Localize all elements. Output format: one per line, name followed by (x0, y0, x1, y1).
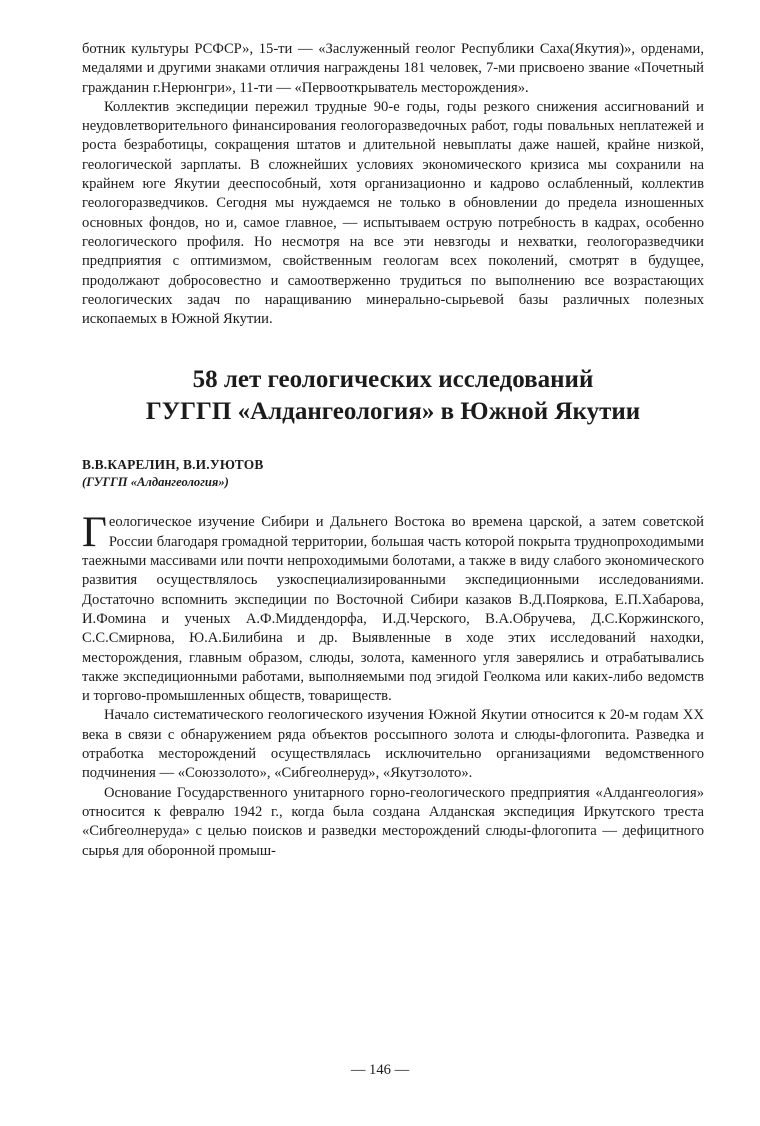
article-paragraph-1 (82, 509, 704, 706)
article-authors: В.В.КАРЕЛИН, В.И.УЮТОВ (82, 457, 264, 473)
continued-paragraph-1: ботник культуры РСФСР», 15-ти — «Заслуженный геолог Республики Саха(Якутия)», орденами, медалями и другими знаками отличия награждены 181 человек, 7-ми присвоено звание «Почетный гражданин г.Нерюнгри», 11-ти — «Первооткрыватель месторождения». (82, 41, 704, 96)
article-title-line-1: 58 лет геологических исследований (192, 366, 594, 394)
article-paragraph-2: Начало систематического геологического изучения Южной Якутии относится к 20-м годам XX века в связи с обнаружением ряда объектов россыпного золота и слюды-флогопита. Разведка и отработка месторождений осуществлялась исключительно организациями ведомственного подчинения — «Союззолото», «Сибгеолнеруд», «Якутзолото». (82, 707, 704, 782)
article-affiliation: (ГУГГП «Алдангеология») (82, 475, 229, 490)
page-content (82, 40, 704, 861)
article-paragraph-3: Основание Государственного унитарного горно-геологического предприятия «Алдангеология» относится к февралю 1942 г., когда была создана Алданская экспедиция Иркутского треста «Сибгеолнеруда» с целью поисков и разведки месторождений слюды-флогопита — дефицитного сырья для оборонной промыш- (82, 784, 704, 859)
article-title (82, 364, 704, 428)
continued-paragraph-2: Коллектив экспедиции пережил трудные 90-е годы, годы резкого снижения ассигнований и неудовлетворительного финансирования геологоразведочных работ, годы повальных неплатежей и роста безработицы, сокращения штатов и длительной невыплаты даже нашей, крайне низкой, геологической зарплаты. В сложнейших условиях экономического кризиса мы сохранили на крайнем юге Якутии дееспособный, хотя организационно и кадрово ослабленный, коллектив геологоразведчиков. Сегодня мы нуждаемся не только в обновлении до предела изношенных основных фондов, но и, самое главное, — испытываем острую потребность в кадрах, особенно геологического профиля. Но несмотря на все эти невзгоды и нехватки, геологоразведчики предприятия с оптимизмом, свойственным геологам всех поколений, смотрят в будущее, продолжают добросовестно и самоотверженно трудиться по выполнению все возрастающих геологических задач по наращиванию минерально-сырьевой базы различных полезных ископаемых в Южной Якутии. (82, 98, 704, 328)
article-body (82, 509, 704, 860)
drop-cap: Г (82, 509, 107, 557)
article-title-line-2: ГУГГП «Алдангеология» в Южной Якутии (145, 398, 641, 426)
article-paragraph-1-text: еологическое изучение Сибири и Дальнего Востока во времена царской, а затем советской России благодаря громадной территории, большая часть которой покрыта труднопроходимыми таежными массивами или почти непроходимыми болотами, а также в виду слабого экономического развития осуществлялось узкоспециализированными экспедиционными исследованиями. Достаточно вспомнить экспедиции по Восточной Сибири казаков В.Д.Пояркова, Е.П.Хабарова, И.Фомина и ученых А.Ф.Миддендорфа, И.Д.Черского, В.А.Обручева, Д.С.Коржинского, С.С.Смирнова, Ю.А.Билибина и др. Выявленные в ходе этих исследований находки, месторождения, главным образом, слюды, золота, каменного угля заверялись и отрабатывались также экспедиционными работами, выполняемыми под эгидой Геолкома или каких-либо ведомств и торгово-промышленных обществ, товариществ. (82, 514, 704, 705)
page-number: — 146 — (350, 1062, 410, 1078)
